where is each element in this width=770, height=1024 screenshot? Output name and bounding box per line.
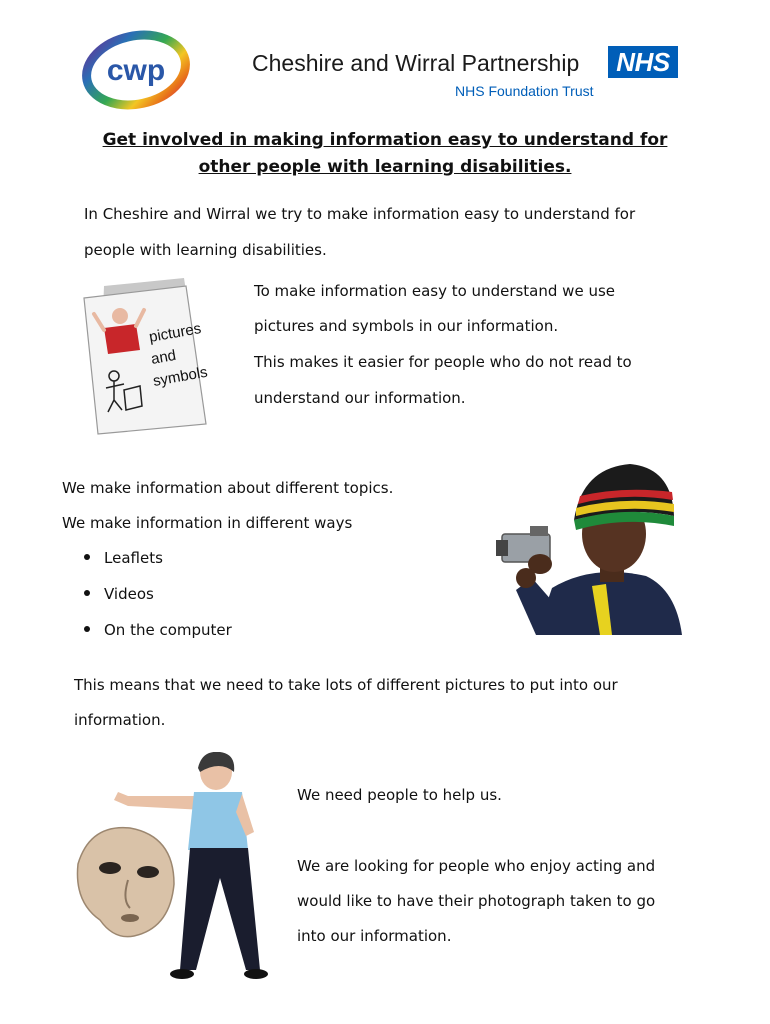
intro-line-1: In Cheshire and Wirral we try to make information easy to understand for <box>84 205 636 223</box>
need-pictures-line-1: This means that we need to take lots of different pictures to put into our <box>74 676 618 694</box>
trust-name: NHS Foundation Trust <box>455 83 594 99</box>
logo-text: cwp <box>106 54 166 87</box>
help-line-1: We need people to help us. <box>297 786 502 804</box>
topics-line-2: We make information in different ways <box>62 514 353 532</box>
pictures-line-3: This makes it easier for people who do not read to <box>254 353 632 371</box>
help-line-2: We are looking for people who enjoy acting and <box>297 857 656 875</box>
bullet-text: On the computer <box>104 621 232 639</box>
pictures-line-1: To make information easy to understand we use <box>254 282 615 300</box>
nhs-badge: NHS <box>608 46 678 78</box>
topics-line-1: We make information about different topics. <box>62 479 394 497</box>
intro-line-2: people with learning disabilities. <box>84 241 327 259</box>
bullet-text: Videos <box>104 585 154 603</box>
booklet-word-1: pictures <box>147 320 203 346</box>
bullet-item <box>84 585 154 603</box>
booklet-word-2: and <box>149 346 178 368</box>
cwp-logo <box>80 28 192 110</box>
bullet-item <box>84 549 163 567</box>
pictures-line-4: understand our information. <box>254 389 466 407</box>
pictures-and-symbols-booklet-image <box>74 278 212 436</box>
help-line-4: into our information. <box>297 927 452 945</box>
booklet-word-3: symbols <box>151 363 209 390</box>
help-line-3: would like to have their photograph taken to go <box>297 892 656 910</box>
bullet-item <box>84 621 232 639</box>
pictures-line-2: pictures and symbols in our information. <box>254 317 559 335</box>
page-title-line-2: other people with learning disabilities. <box>198 157 572 177</box>
page-title-line-1: Get involved in making information easy to understand for <box>102 130 668 150</box>
need-pictures-line-2: information. <box>74 711 166 729</box>
person-holding-mask-photo <box>70 752 280 984</box>
person-with-video-camera-photo <box>496 460 686 635</box>
bullet-text: Leaflets <box>104 549 163 567</box>
org-name: Cheshire and Wirral Partnership <box>252 50 580 76</box>
